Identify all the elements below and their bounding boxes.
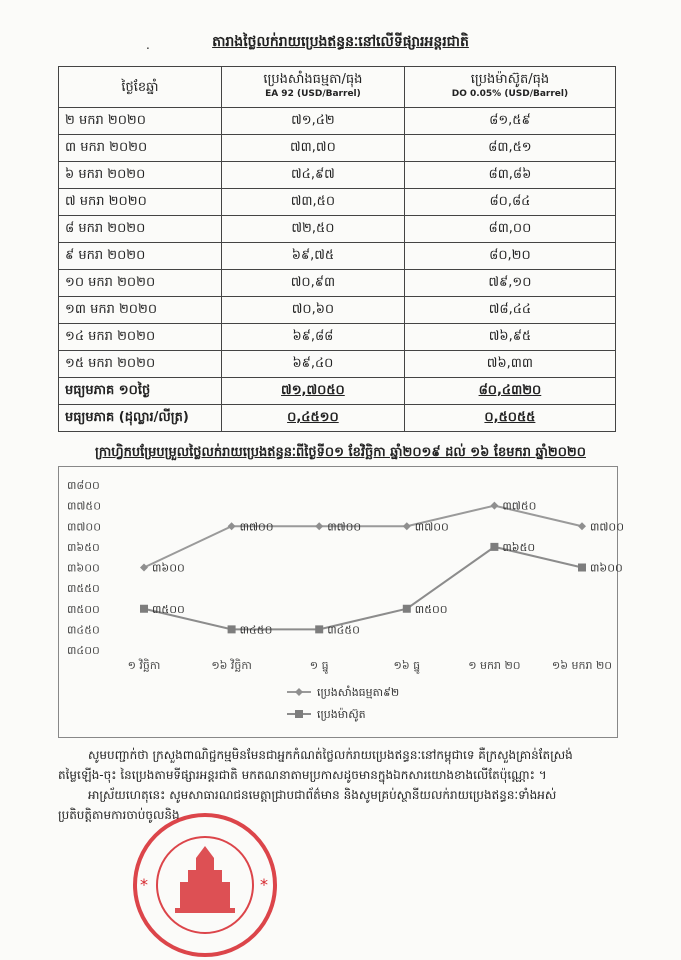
data-label: ៣៧០០ xyxy=(590,520,624,534)
cell-date: ៧ មករា ២០២០ xyxy=(59,189,222,216)
y-tick-label: ៣៧៥០ xyxy=(67,499,101,513)
paragraph-2: តម្លៃឡើង-ចុះ នៃប្រេងតាមទីផ្សារអន្តរជាតិ មកតណនាតាមប្រកាសដូចមានក្នុងឯកសារយោងខាងលើតែប៉ុណ្ណោះ ។ xyxy=(58,768,547,782)
x-tick-label: ១៦ មករា ២០ xyxy=(551,659,613,672)
y-tick-label: ៣៥៥០ xyxy=(67,582,100,596)
legend-marker xyxy=(295,710,303,718)
cell-gasoline: ៧៣,៥០ xyxy=(222,189,405,216)
star-icon: * xyxy=(140,875,148,894)
data-label: ៣៦៥០ xyxy=(502,540,536,554)
data-label: ៣៦០០ xyxy=(590,561,623,575)
table-row-avg-days xyxy=(59,378,616,405)
series-line-2 xyxy=(144,547,582,630)
x-tick-label: ១៦ ធ្នូ xyxy=(393,659,421,672)
x-tick-label: ១៦ វិច្ឆិកា xyxy=(211,659,252,672)
temple-base xyxy=(175,908,235,913)
table-row xyxy=(59,297,616,324)
cell-date: ៦ មករា ២០២០ xyxy=(59,162,222,189)
data-point-diamond xyxy=(315,522,323,530)
cell-date: ១៥ មករា ២០២០ xyxy=(59,351,222,378)
data-label: ៣៧០០ xyxy=(239,520,274,534)
cell-gasoline: ៧០,៦០ xyxy=(222,297,405,324)
table-row xyxy=(59,135,616,162)
cell-gasoline: ០,៤៥១០ xyxy=(222,405,405,432)
data-label: ៣៦០០ xyxy=(152,561,185,575)
x-tick-label: ១ មករា ២០ xyxy=(468,659,521,672)
legend-label: ប្រេងម៉ាស៊ូត xyxy=(317,708,366,721)
star-icon: * xyxy=(260,875,268,894)
cell-diesel: ៧៨,៤៤ xyxy=(404,297,615,324)
cell-date: ១០ មករា ២០២០ xyxy=(59,270,222,297)
cell-date: ៩ មករា ២០២០ xyxy=(59,243,222,270)
data-point-square xyxy=(315,625,323,633)
cell-diesel: ៨១,៥៩ xyxy=(404,108,615,135)
data-label: ៣៥០០ xyxy=(414,602,448,616)
cell-diesel: ៨០,៤៣២០ xyxy=(404,378,615,405)
header-diesel-sub: DO 0.05% (USD/Barrel) xyxy=(451,89,569,99)
table-row-avg-litre xyxy=(59,405,616,432)
cell-diesel: ០,៥០៥៥ xyxy=(404,405,615,432)
data-label: ៣៧០០ xyxy=(327,520,362,534)
data-label: ៣៧០០ xyxy=(414,520,449,534)
data-point-diamond xyxy=(228,522,236,530)
y-tick-label: ៣៨០០ xyxy=(67,479,100,492)
data-point-square xyxy=(578,564,586,572)
x-tick-label: ១ វិច្ឆិកា xyxy=(127,659,161,672)
data-point-diamond xyxy=(578,522,586,530)
cell-date: ៣ មករា ២០២០ xyxy=(59,135,222,162)
cell-label: មធ្យមភាគ (ដុល្លារ/លីត្រ) xyxy=(59,405,222,432)
table-row xyxy=(59,108,616,135)
table-row xyxy=(59,216,616,243)
chart-frame xyxy=(58,466,624,738)
paragraph-4: ប្រតិបត្តិតាមការចាប់ចូលនិង xyxy=(58,808,180,822)
official-seal xyxy=(120,810,290,960)
data-label: ៣៧៥០ xyxy=(502,499,537,513)
data-label: ៣៤៥០ xyxy=(239,623,273,637)
cell-gasoline: ៧៣,៧០ xyxy=(222,135,405,162)
cell-diesel: ៧៩,១០ xyxy=(404,270,615,297)
data-label: ៣៤៥០ xyxy=(327,623,360,637)
table-row xyxy=(59,243,616,270)
data-point-square xyxy=(490,543,498,551)
cell-date: ១៣ មករា ២០២០ xyxy=(59,297,222,324)
data-point-square xyxy=(403,605,411,613)
y-tick-label: ៣៦៥០ xyxy=(67,540,100,554)
cell-gasoline: ៦៩,៧៥ xyxy=(222,243,405,270)
temple-icon xyxy=(180,846,230,908)
data-point-diamond xyxy=(140,564,148,572)
cell-gasoline: ៧១,៤២ xyxy=(222,108,405,135)
paragraph-1: សូមបញ្ជាក់ថា ក្រសួងពាណិជ្ជកម្មមិនមែនជាអ្នកកំណត់ថ្លៃលក់រាយប្រេងឥន្ធនៈនៅកម្ពុជាទេ គឺក្រសួងគ្រាន់តែស្រង់ xyxy=(88,748,573,762)
header-diesel: ប្រេងម៉ាស៊ូត/ធុង DO 0.05% (USD/Barrel) xyxy=(404,67,615,108)
table-row xyxy=(59,162,616,189)
series-line-1 xyxy=(144,506,582,568)
cell-date: ១៤ មករា ២០២០ xyxy=(59,324,222,351)
document-title: តារាងថ្លៃលក់រាយប្រេងឥន្ធនៈនៅលើទីផ្សារអន្តរជាតិ xyxy=(212,34,469,50)
legend-label: ប្រេងសាំងធម្មតា៩២ xyxy=(317,686,400,699)
x-tick-label: ១ ធ្នូ xyxy=(309,659,329,672)
cell-gasoline: ៦៩,៨៨ xyxy=(222,324,405,351)
legend-marker xyxy=(295,688,303,696)
cell-diesel: ៨៣,៨៦ xyxy=(404,162,615,189)
table-row xyxy=(59,189,616,216)
y-tick-label: ៣៥០០ xyxy=(67,602,100,616)
cell-gasoline: ៧៤,៩៧ xyxy=(222,162,405,189)
data-label: ៣៥០០ xyxy=(152,602,185,616)
cell-date: ២ មករា ២០២០ xyxy=(59,108,222,135)
header-gasoline-sub: EA 92 (USD/Barrel) xyxy=(265,89,361,99)
price-table xyxy=(58,66,616,432)
cell-diesel: ៧៦,៩៥ xyxy=(404,324,615,351)
header-gasoline: ប្រេងសាំងធម្មតា/ធុង EA 92 (USD/Barrel) xyxy=(222,67,405,108)
cell-diesel: ៨០,៨៤ xyxy=(404,189,615,216)
data-point-diamond xyxy=(490,502,498,510)
cell-date: ៨ មករា ២០២០ xyxy=(59,216,222,243)
cell-gasoline: ៧២,៥០ xyxy=(222,216,405,243)
data-point-square xyxy=(140,605,148,613)
line-chart xyxy=(59,467,624,737)
cell-diesel: ៧៦,៣៣ xyxy=(404,351,615,378)
cell-gasoline: ៦៩,៤០ xyxy=(222,351,405,378)
header-date: ថ្ងៃខែឆ្នាំ xyxy=(59,67,222,108)
data-point-square xyxy=(228,625,236,633)
cell-gasoline: ៧០,៩៣ xyxy=(222,270,405,297)
y-tick-label: ៣៤០០ xyxy=(67,644,100,657)
paragraph-3: អាស្រ័យហេតុនេះ សូមសាធារណជនមេត្តាជ្រាបជាព័ត៌មាន និងសូមគ្រប់ស្ថានីយលក់រាយប្រេងឥន្ធនៈទាំងអស់ xyxy=(88,788,557,802)
cell-label: មធ្យមភាគ ១០ថ្ងៃ xyxy=(59,378,222,405)
cell-diesel: ៨៣,៥១ xyxy=(404,135,615,162)
cell-gasoline: ៧១,៧០៥០ xyxy=(222,378,405,405)
cell-diesel: ៨៣,០០ xyxy=(404,216,615,243)
y-tick-label: ៣៧០០ xyxy=(67,520,101,534)
data-point-diamond xyxy=(403,522,411,530)
y-tick-label: ៣៤៥០ xyxy=(67,623,100,637)
cell-diesel: ៨០,២០ xyxy=(404,243,615,270)
stray-dot: . xyxy=(146,38,150,52)
table-row xyxy=(59,324,616,351)
table-row xyxy=(59,270,616,297)
table-header-row xyxy=(59,67,616,108)
chart-title: ក្រាហ្វិកបម្រែបម្រួលថ្លៃលក់រាយប្រេងឥន្ធនៈពីថ្ងៃទី០១ ខែវិច្ឆិកា ឆ្នាំ២០១៩ ដល់ ១៦ ខែមករា ឆ្នាំ២០២០ xyxy=(95,445,586,460)
y-tick-label: ៣៦០០ xyxy=(67,561,100,575)
table-row xyxy=(59,351,616,378)
